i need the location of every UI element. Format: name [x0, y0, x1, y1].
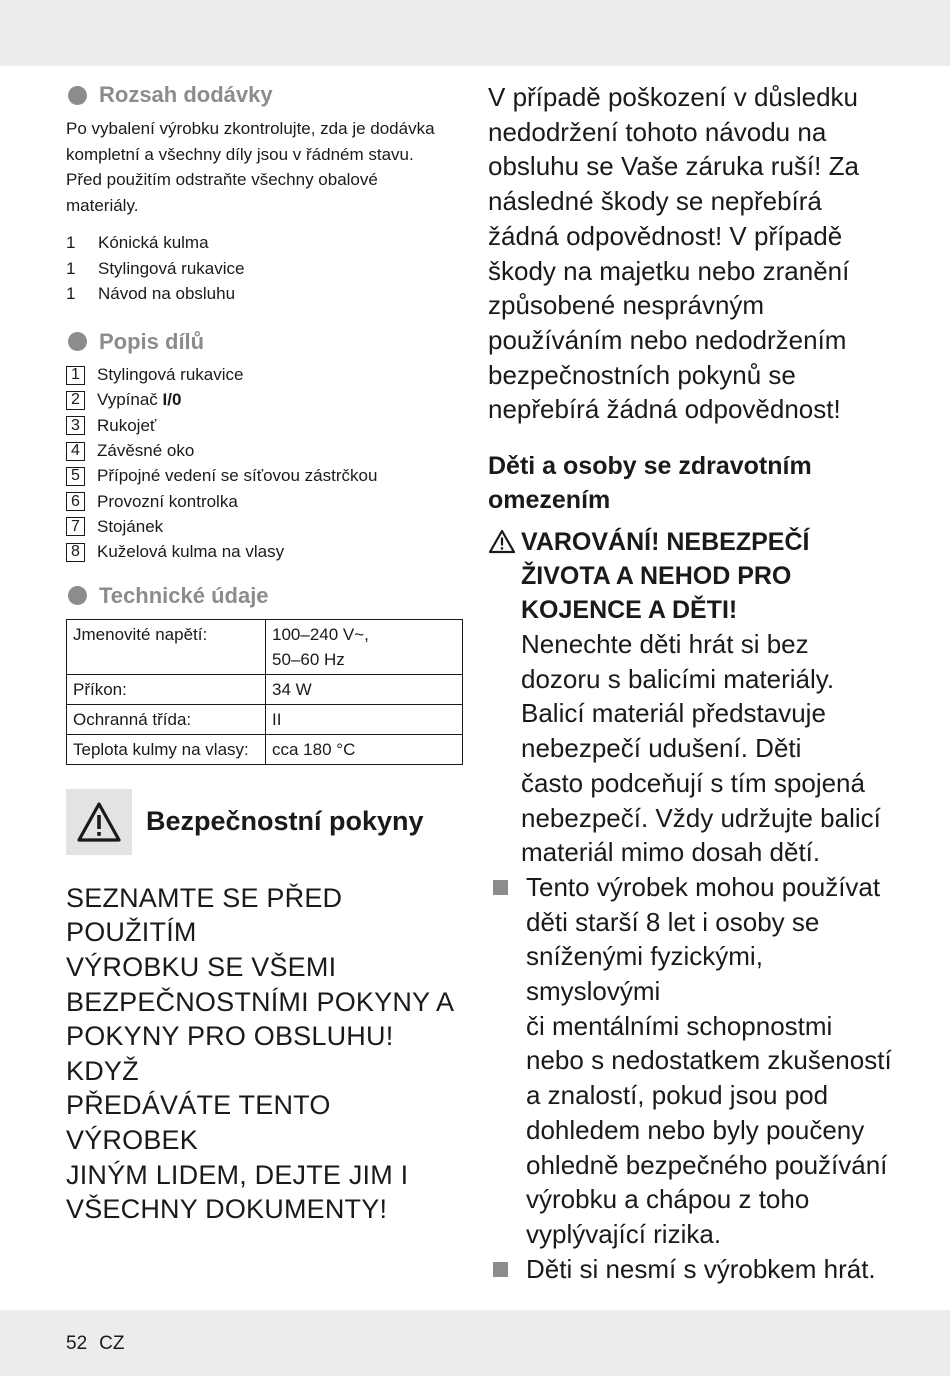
- text-line: VÝROBKU SE VŠEMI: [66, 952, 337, 983]
- text-line: vyplývající rizika.: [526, 1218, 722, 1249]
- text-line: často podceňují s tím spojená: [521, 767, 865, 798]
- table-row: [67, 704, 463, 734]
- part-name: Provozní kontrolka: [97, 491, 238, 511]
- list-item: [66, 281, 464, 307]
- table-value: II: [266, 704, 463, 734]
- part-name: Přípojné vedení se síťovou zástrčkou: [97, 466, 378, 486]
- text-line: Děti si nesmí s výrobkem hrát.: [526, 1253, 876, 1284]
- bullet-dot-icon: [68, 86, 87, 105]
- bottom-bar: [0, 1310, 950, 1376]
- table-key: Teplota kulmy na vlasy:: [67, 734, 266, 764]
- table-key: Příkon:: [67, 674, 266, 704]
- part-number: 2: [66, 391, 85, 410]
- part-item: [66, 514, 464, 539]
- heading-line: Děti a osoby se zdravotním: [488, 452, 812, 481]
- part-item: [66, 540, 464, 565]
- text-line: Po vybalení výrobku zkontrolujte, zda je dodávka: [66, 119, 435, 138]
- text-line: nepřebírá žádná odpovědnost!: [488, 394, 841, 425]
- bullet-dot-icon: [68, 586, 87, 605]
- item-qty: 1: [66, 284, 76, 303]
- section-heading-parts: [66, 327, 464, 357]
- warning-icon-box: [66, 789, 132, 855]
- part-number: 4: [66, 442, 85, 461]
- section-heading-scope: [66, 80, 464, 110]
- parts-list: [66, 363, 464, 565]
- text-line: nebezpečí. Vždy udržujte balicí: [521, 802, 881, 833]
- table-value: 34 W: [266, 674, 463, 704]
- text-line: nebezpečí udušení. Děti: [521, 733, 802, 764]
- table-value: [266, 619, 463, 674]
- top-bar: [0, 0, 950, 66]
- part-item: [66, 413, 464, 438]
- square-bullet-icon: [493, 1262, 508, 1277]
- right-column: [488, 80, 898, 1286]
- text-line: V případě poškození v důsledku: [488, 82, 859, 112]
- safety-title: Bezpečnostní pokyny: [146, 806, 424, 837]
- item-name: Kónická kulma: [98, 233, 209, 252]
- text-line: a znalostí, pokud jsou pod: [526, 1080, 829, 1111]
- text-line: materiál mimo dosah dětí.: [521, 837, 821, 868]
- list-item: [66, 256, 464, 282]
- text-line: žádná odpovědnost! V případě: [488, 220, 843, 251]
- text-line: JINÝM LIDEM, DEJTE JIM I: [66, 1159, 409, 1190]
- text-line: POKYNY PRO OBSLUHU! KDYŽ: [66, 1021, 394, 1086]
- left-column: [66, 80, 464, 1227]
- safety-caps-text: [66, 881, 464, 1227]
- text-line: obsluhu se Vaše záruka ruší! Za: [488, 151, 859, 182]
- table-row: [67, 674, 463, 704]
- part-number: 1: [66, 366, 85, 385]
- text-line: či mentálními schopnostmi: [526, 1010, 833, 1041]
- part-item: [66, 464, 464, 489]
- warning-title-line: VAROVÁNÍ! NEBEZPEČÍ: [521, 528, 810, 557]
- warning-title-line: ŽIVOTA A NEHOD PRO: [521, 562, 792, 591]
- text-line: VŠECHNY DOKUMENTY!: [66, 1194, 388, 1225]
- warning-triangle-icon: [488, 525, 521, 627]
- text-line: nedodržení tohoto návodu na: [488, 116, 827, 147]
- text-line: Balicí materiál představuje: [521, 698, 826, 729]
- text-line: BEZPEČNOSTNÍMI POKYNY A: [66, 986, 455, 1017]
- table-row: [67, 734, 463, 764]
- part-item: [66, 388, 464, 413]
- text-line: Tento výrobek mohou používat: [526, 871, 881, 902]
- text-line: ohledně bezpečného používání: [526, 1149, 888, 1180]
- part-name: Kuželová kulma na vlasy: [97, 542, 285, 562]
- section-heading-tech: [66, 581, 464, 611]
- item-name: Stylingová rukavice: [98, 258, 245, 278]
- warning-text: [521, 627, 898, 870]
- text-line: způsobené nesprávným: [488, 290, 765, 321]
- warning-triangle-icon: [76, 801, 122, 843]
- page-footer: [66, 1333, 124, 1355]
- warning-title: [488, 525, 898, 627]
- heading-line: omezením: [488, 486, 611, 515]
- table-row: [67, 619, 463, 674]
- text-line: nebo s nedostatkem zkušeností: [526, 1045, 892, 1076]
- text-line: dohledem nebo byly poučeny: [526, 1114, 865, 1145]
- part-name: Stylingová rukavice: [97, 365, 244, 385]
- scope-list: [66, 230, 464, 307]
- tech-title: Technické údaje: [99, 582, 269, 608]
- table-value: cca 180 °C: [266, 734, 463, 764]
- list-item: [66, 230, 464, 256]
- warning-title-line: KOJENCE A DĚTI!: [521, 596, 738, 625]
- safety-heading: [66, 789, 464, 855]
- text-line: sníženými fyzickými, smyslovými: [526, 941, 763, 1007]
- item-qty: 1: [66, 233, 76, 252]
- text-line: bezpečnostních pokynů se: [488, 359, 796, 390]
- children-heading: [488, 449, 898, 517]
- scope-paragraph: [66, 116, 464, 218]
- table-key: Ochranná třída:: [67, 704, 266, 734]
- page-number: 52: [66, 1333, 88, 1354]
- part-number: 6: [66, 492, 85, 511]
- part-item: [66, 363, 464, 388]
- text-line: SEZNAMTE SE PŘED POUŽITÍM: [66, 882, 343, 948]
- part-item: [66, 489, 464, 514]
- part-number: 8: [66, 543, 85, 562]
- part-name-bold: I/0: [162, 390, 182, 410]
- item-qty: 1: [66, 258, 76, 278]
- text-line: dozoru s balicími materiály.: [521, 663, 835, 694]
- intro-paragraph: [488, 80, 898, 427]
- table-key: Jmenovité napětí:: [67, 619, 266, 674]
- bullet-item: [488, 870, 898, 1252]
- part-number: 7: [66, 517, 85, 536]
- part-number: 3: [66, 416, 85, 435]
- text-line: PŘEDÁVÁTE TENTO VÝROBEK: [66, 1090, 331, 1156]
- tech-table: [66, 619, 463, 765]
- part-name: Vypínač: [97, 390, 163, 410]
- text-line: Před použitím odstraňte všechny obalové: [66, 170, 378, 189]
- item-name: Návod na obsluhu: [98, 284, 236, 303]
- part-name: Stojánek: [97, 516, 164, 536]
- text-line: výrobku a chápou z toho: [526, 1184, 810, 1215]
- scope-title: Rozsah dodávky: [99, 82, 273, 107]
- text-line: používáním nebo nedodržením: [488, 324, 847, 355]
- parts-title: Popis dílů: [99, 328, 205, 354]
- text-line: škody na majetku nebo zranění: [488, 255, 850, 286]
- part-item: [66, 438, 464, 463]
- part-name: Rukojeť: [97, 415, 157, 435]
- text-line: kompletní a všechny díly jsou v řádném stavu.: [66, 144, 414, 164]
- text-line: Nenechte děti hrát si bez: [521, 629, 809, 660]
- language-code: CZ: [99, 1333, 125, 1354]
- value-line: 100–240 V~,: [272, 624, 369, 644]
- square-bullet-icon: [493, 880, 508, 895]
- text-line: materiály.: [66, 195, 139, 215]
- text-line: děti starší 8 let i osoby se: [526, 906, 820, 937]
- part-number: 5: [66, 467, 85, 486]
- value-line: 50–60 Hz: [272, 649, 345, 669]
- bullet-item: [488, 1252, 898, 1287]
- bullet-dot-icon: [68, 332, 87, 351]
- text-line: následné škody se nepřebírá: [488, 186, 822, 217]
- part-name: Závěsné oko: [97, 441, 195, 461]
